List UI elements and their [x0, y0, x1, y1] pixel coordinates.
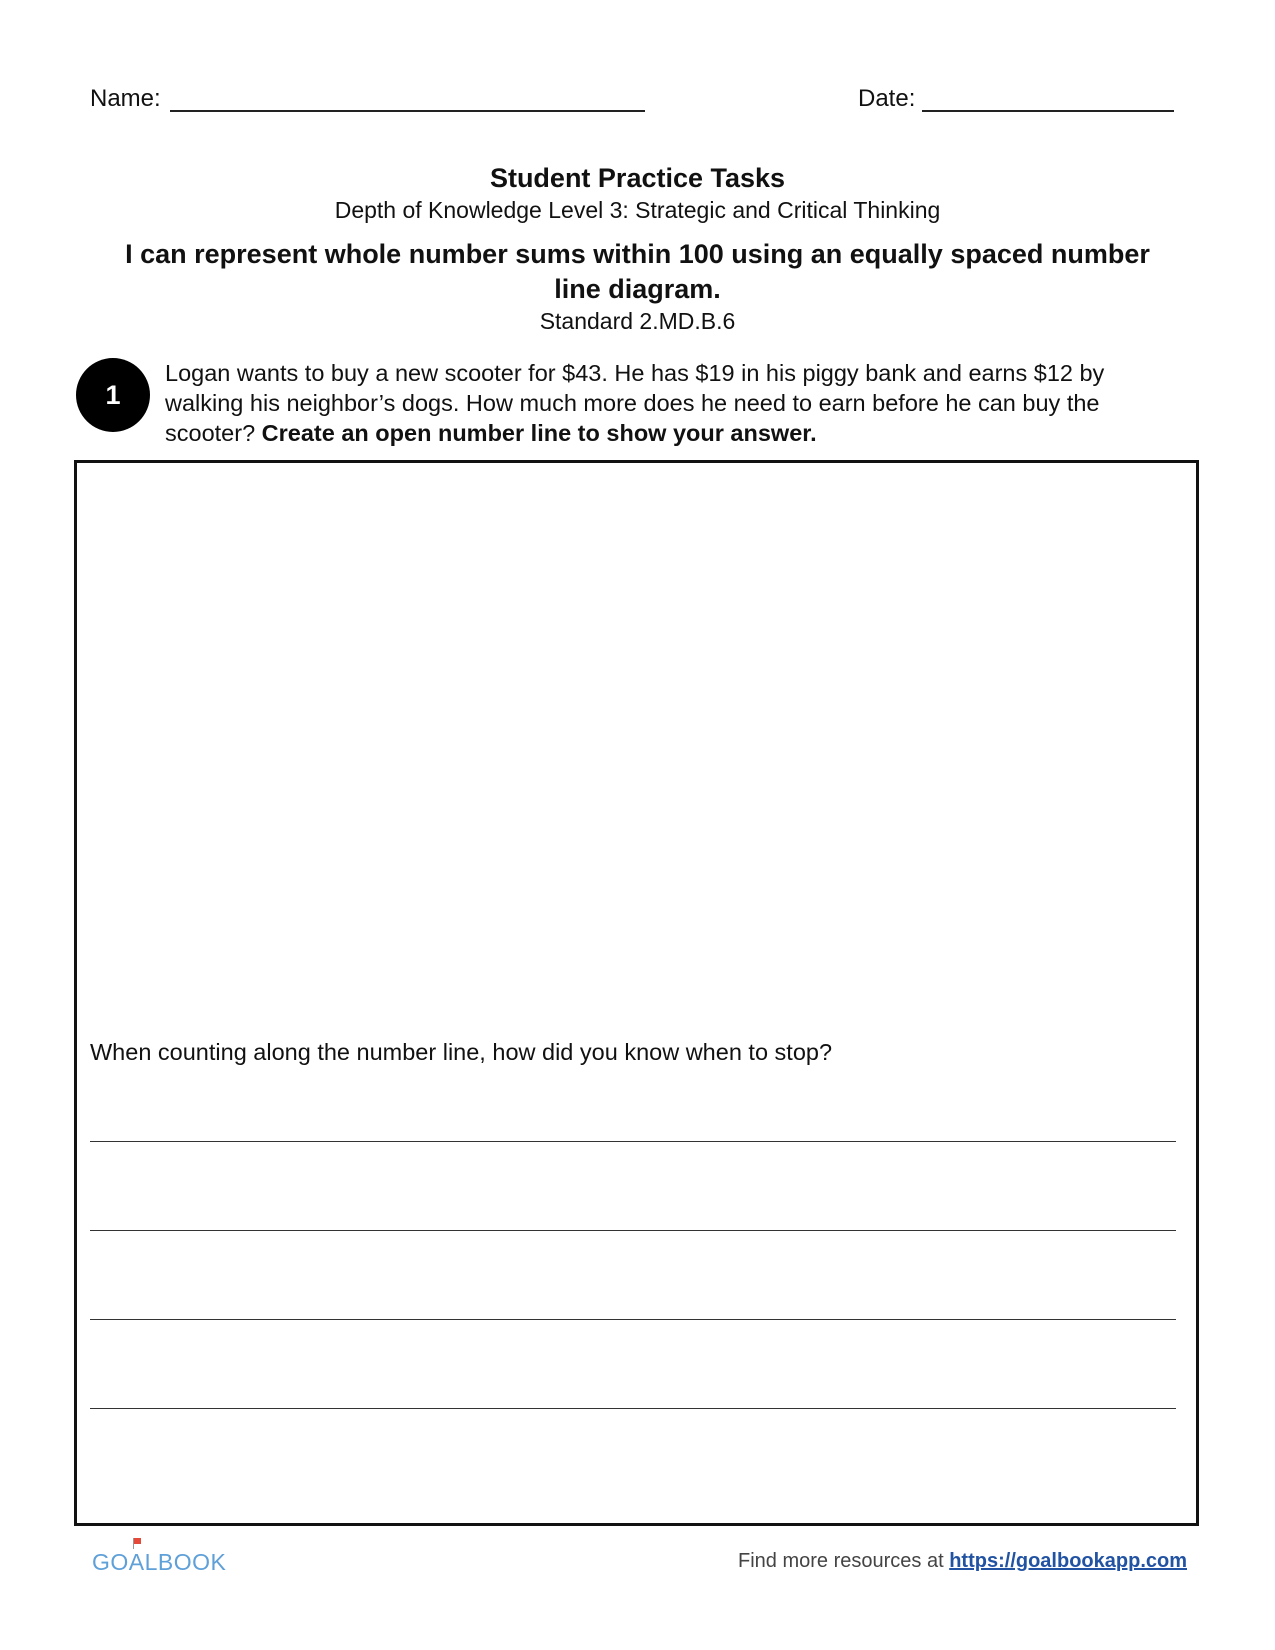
standard-code: Standard 2.MD.B.6 — [539, 308, 736, 334]
question-body: Logan wants to buy a new scooter for $43. He has $19 in his piggy bank and earns $12 by walking his neighbor’s dogs. How much more does he need to earn before he can buy the scooter? — [165, 360, 1105, 446]
name-label: Name: — [90, 85, 161, 112]
writing-line[interactable] — [90, 1141, 1176, 1142]
question-number-badge: 1 — [76, 358, 150, 432]
resources-text: Find more resources at — [738, 1550, 944, 1572]
page-subtitle: Depth of Knowledge Level 3: Strategic and Critical Thinking — [334, 197, 941, 223]
date-input-line[interactable] — [922, 110, 1174, 112]
date-label: Date: — [858, 85, 916, 112]
footer-resources — [738, 1548, 1187, 1574]
goalbook-logo — [92, 1548, 226, 1576]
logo-flag-letter — [129, 1548, 145, 1576]
answer-box[interactable] — [74, 460, 1199, 1526]
writing-line[interactable] — [90, 1408, 1176, 1409]
logo-text-end: LBOOK — [144, 1549, 227, 1575]
flag-icon — [134, 1538, 141, 1544]
writing-line[interactable] — [90, 1319, 1176, 1320]
goalbook-link[interactable]: https://goalbookapp.com — [949, 1550, 1187, 1572]
followup-question: When counting along the number line, how did you know when to stop? — [90, 1039, 833, 1065]
question-text — [165, 358, 1180, 448]
logo-text-start: GO — [92, 1549, 129, 1575]
name-input-line[interactable] — [170, 110, 645, 112]
page-title: Student Practice Tasks — [489, 163, 786, 193]
learning-objective: I can represent whole number sums within 100 using an equally spaced number line diagram. — [125, 239, 1150, 304]
question-instruction: Create an open number line to show your answer. — [261, 420, 817, 446]
writing-line[interactable] — [90, 1230, 1176, 1231]
logo-text-a: A — [128, 1549, 145, 1575]
